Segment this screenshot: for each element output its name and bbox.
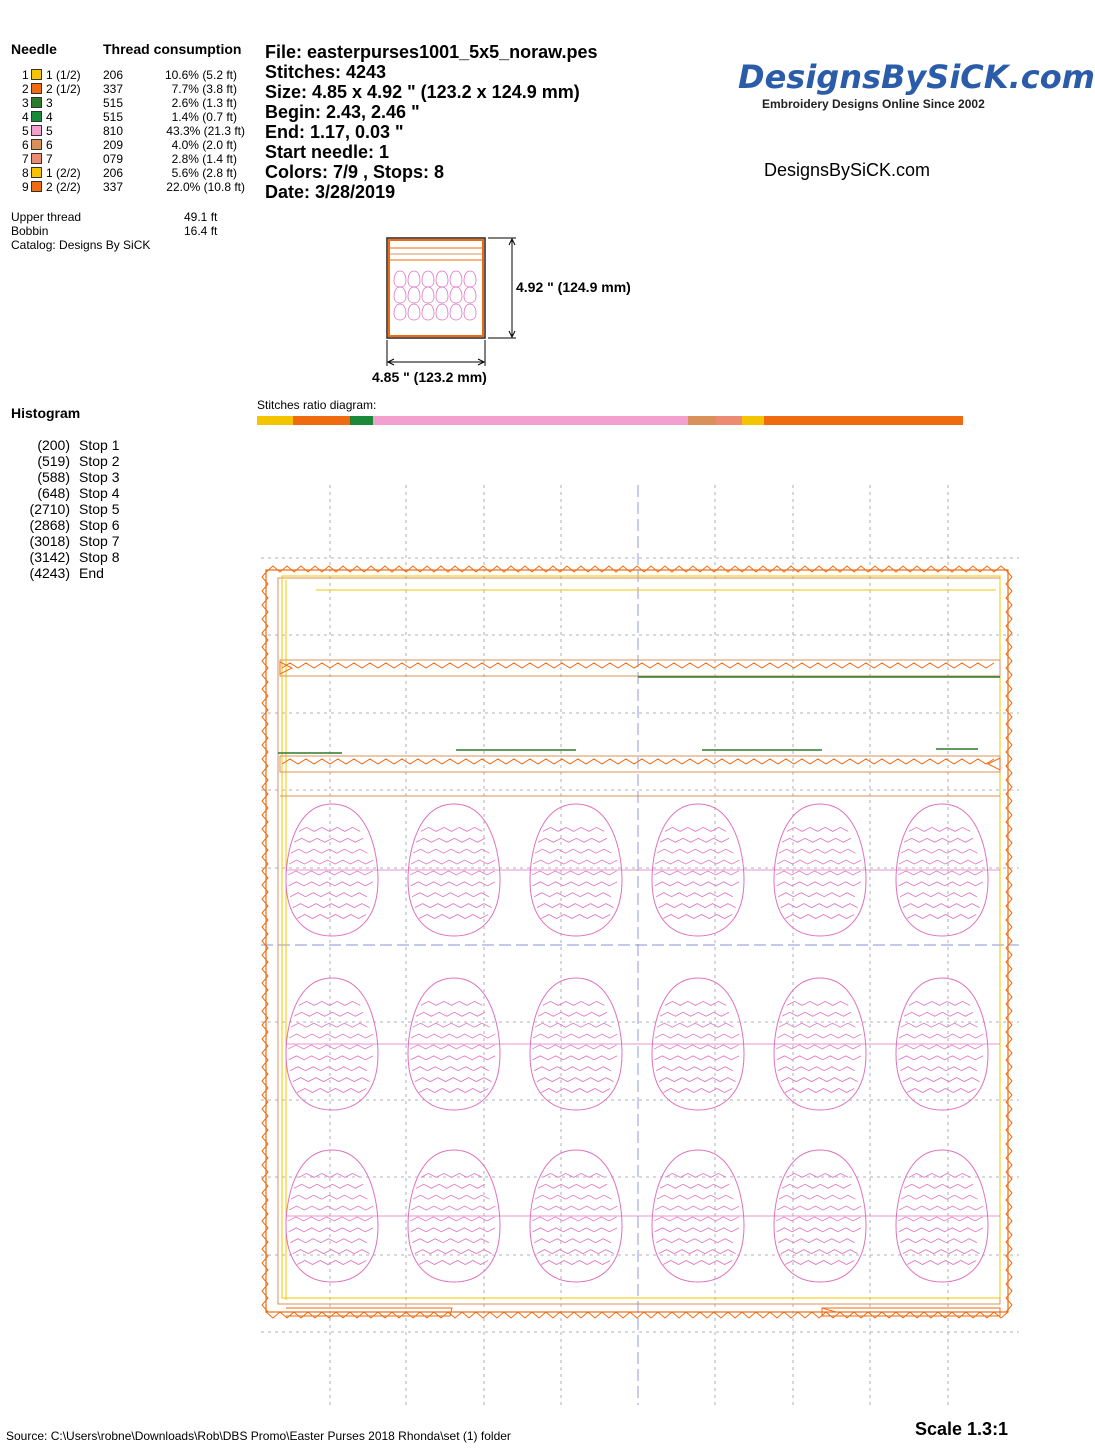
design-preview [256, 480, 1024, 1410]
thread-row [0, 82, 260, 96]
histogram-row [0, 501, 200, 517]
needle-number: 8 [22, 166, 29, 180]
histogram-list [0, 437, 200, 587]
needle-number: 4 [22, 110, 29, 124]
thread-row [0, 110, 260, 124]
thread-code: 206 [103, 68, 124, 82]
needle-number: 2 [22, 82, 29, 96]
thread-percent: 43.3% (21.3 ft) [166, 124, 245, 138]
start-needle: Start needle: 1 [265, 142, 390, 162]
ratio-label: Stitches ratio diagram: [257, 398, 377, 412]
thread-percent: 2.6% (1.3 ft) [171, 96, 237, 110]
histogram-row [0, 485, 200, 501]
thread-code: 079 [103, 152, 124, 166]
histogram-row [0, 533, 200, 549]
stitch-count: Stitches: 4243 [265, 62, 387, 82]
stop-label: Stop 2 [79, 453, 120, 469]
file-info [265, 42, 598, 202]
thread-color-swatch [31, 125, 42, 136]
histogram-row [0, 469, 200, 485]
design-size: Size: 4.85 x 4.92 " (123.2 x 124.9 mm) [265, 82, 580, 102]
ratio-segment [716, 416, 743, 425]
stop-stitch-count: (2868) [29, 517, 70, 533]
thread-percent: 10.6% (5.2 ft) [164, 68, 237, 82]
stop-stitch-count: (200) [37, 437, 70, 453]
design-date: Date: 3/28/2019 [265, 182, 396, 202]
stop-label: Stop 6 [79, 517, 120, 533]
thread-code: 337 [103, 180, 124, 194]
thread-table [0, 68, 260, 198]
thread-code: 515 [103, 110, 124, 124]
thread-percent: 22.0% (10.8 ft) [166, 180, 245, 194]
needle-number: 6 [22, 138, 29, 152]
needle-label: 3 [46, 96, 53, 110]
thread-percent: 2.8% (1.4 ft) [171, 152, 237, 166]
stop-stitch-count: (2710) [29, 501, 70, 517]
needle-number: 1 [22, 68, 29, 82]
needle-header: Needle [11, 41, 57, 57]
needle-label: 4 [46, 110, 53, 124]
stop-label: Stop 4 [79, 485, 120, 501]
thread-row [0, 152, 260, 166]
thread-color-swatch [31, 153, 42, 164]
stop-stitch-count: (519) [37, 453, 70, 469]
ratio-segment [764, 416, 962, 425]
needle-label: 5 [46, 124, 53, 138]
needle-label: 1 (2/2) [46, 166, 81, 180]
stop-stitch-count: (648) [37, 485, 70, 501]
needle-number: 5 [22, 124, 29, 138]
upper-thread-value: 49.1 ft [184, 210, 218, 224]
ratio-segment [257, 416, 293, 425]
design-thumbnail [380, 232, 520, 368]
stop-stitch-count: (4243) [29, 565, 70, 581]
thread-row [0, 96, 260, 110]
brand-logo: DesignsBySiCK.com [738, 58, 1095, 96]
stop-stitch-count: (3142) [29, 549, 70, 565]
histogram-row [0, 549, 200, 565]
ratio-segment [742, 416, 764, 425]
brand-tagline: Embroidery Designs Online Since 2002 [762, 97, 985, 111]
end-position: End: 1.17, 0.03 " [265, 122, 404, 142]
needle-number: 7 [22, 152, 29, 166]
bobbin-value: 16.4 ft [184, 224, 218, 238]
bobbin-label: Bobbin [11, 224, 49, 238]
stop-label: End [79, 565, 104, 581]
needle-label: 2 (1/2) [46, 82, 81, 96]
stitches-ratio-bar [257, 416, 1019, 425]
stop-label: Stop 5 [79, 501, 120, 517]
source-path: Source: C:\Users\robne\Downloads\Rob\DBS Promo\Easter Purses 2018 Rhonda\set (1) folder [6, 1429, 511, 1443]
scale-label: Scale 1.3:1 [915, 1419, 1009, 1439]
thread-code: 209 [103, 138, 124, 152]
ratio-segment [373, 416, 688, 425]
needle-label: 1 (1/2) [46, 68, 81, 82]
ratio-segment [351, 416, 373, 425]
stop-label: Stop 3 [79, 469, 120, 485]
needle-label: 7 [46, 152, 53, 166]
upper-thread-label: Upper thread [11, 210, 82, 224]
height-dimension-label: 4.92 " (124.9 mm) [516, 279, 631, 295]
file-name: File: easterpurses1001_5x5_noraw.pes [265, 42, 598, 62]
thread-percent: 7.7% (3.8 ft) [171, 82, 237, 96]
needle-label: 2 (2/2) [46, 180, 81, 194]
site-name: DesignsBySiCK.com [764, 160, 931, 180]
thread-color-swatch [31, 167, 42, 178]
thread-color-swatch [31, 181, 42, 192]
histogram-row [0, 437, 200, 453]
thread-code: 206 [103, 166, 124, 180]
thread-consumption-header: Thread consumption [103, 41, 242, 57]
histogram-row [0, 517, 200, 533]
ratio-segment [293, 416, 350, 425]
width-dimension-label: 4.85 " (123.2 mm) [372, 369, 487, 385]
ratio-segment [688, 416, 716, 425]
stop-stitch-count: (3018) [29, 533, 70, 549]
needle-number: 3 [22, 96, 29, 110]
colors-stops: Colors: 7/9 , Stops: 8 [265, 162, 445, 182]
stop-label: Stop 1 [79, 437, 120, 453]
thread-percent: 4.0% (2.0 ft) [171, 138, 237, 152]
histogram-row [0, 565, 200, 581]
begin-position: Begin: 2.43, 2.46 " [265, 102, 420, 122]
thread-color-swatch [31, 97, 42, 108]
thread-code: 515 [103, 96, 124, 110]
stop-label: Stop 7 [79, 533, 120, 549]
thread-percent: 1.4% (0.7 ft) [171, 110, 237, 124]
thread-row [0, 138, 260, 152]
thread-code: 337 [103, 82, 124, 96]
thread-code: 810 [103, 124, 124, 138]
needle-label: 6 [46, 138, 53, 152]
thread-row [0, 180, 260, 194]
thread-color-swatch [31, 139, 42, 150]
histogram-title: Histogram [11, 405, 81, 421]
stop-label: Stop 8 [79, 549, 120, 565]
thread-color-swatch [31, 69, 42, 80]
thread-row [0, 124, 260, 138]
catalog-text: Catalog: Designs By SiCK [11, 238, 151, 252]
thread-row [0, 68, 260, 82]
needle-number: 9 [22, 180, 29, 194]
thread-color-swatch [31, 111, 42, 122]
thread-row [0, 166, 260, 180]
histogram-row [0, 453, 200, 469]
thread-color-swatch [31, 83, 42, 94]
stop-stitch-count: (588) [37, 469, 70, 485]
thread-percent: 5.6% (2.8 ft) [171, 166, 237, 180]
